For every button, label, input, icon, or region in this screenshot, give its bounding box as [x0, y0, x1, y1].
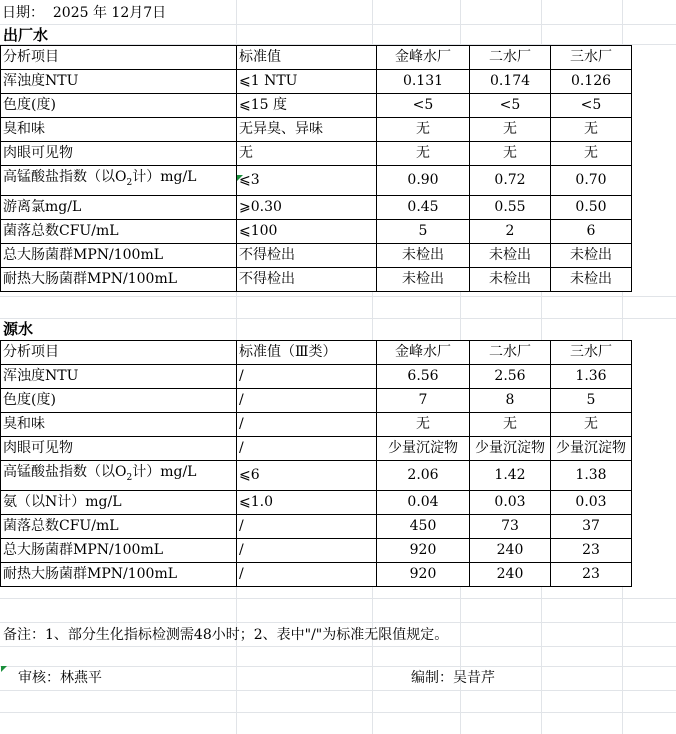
value-cell[interactable]: 240: [470, 562, 551, 586]
value-cell[interactable]: <5: [377, 94, 470, 118]
value-cell[interactable]: 0.131: [377, 70, 470, 94]
table-row: [1, 413, 632, 437]
value-cell[interactable]: <5: [551, 94, 632, 118]
standard-cell[interactable]: 无异臭、异味: [237, 118, 377, 142]
item-cell[interactable]: 臭和味: [1, 118, 237, 142]
value-cell[interactable]: 无: [470, 142, 551, 166]
table-row: [1, 389, 632, 413]
standard-cell[interactable]: ⩽100: [237, 219, 377, 243]
item-text: 高锰酸盐指数（以O: [3, 464, 127, 480]
item-cell[interactable]: 耐热大肠菌群MPN/100mL: [1, 562, 237, 586]
value-cell[interactable]: 无: [377, 142, 470, 166]
value-cell[interactable]: 未检出: [470, 267, 551, 291]
table-row: [1, 195, 632, 219]
value-cell[interactable]: 无: [377, 118, 470, 142]
item-subscript: 2: [126, 177, 133, 188]
value-cell[interactable]: 0.04: [377, 490, 470, 514]
table-header-row: [1, 341, 632, 365]
item-cell[interactable]: 肉眼可见物: [1, 437, 237, 461]
value-cell[interactable]: 23: [551, 538, 632, 562]
table-row: [1, 267, 632, 291]
standard-cell[interactable]: ⩽1.0: [237, 490, 377, 514]
table-row: [1, 490, 632, 514]
gridline: [0, 690, 676, 691]
standard-cell[interactable]: ⩾0.30: [237, 195, 377, 219]
value-cell[interactable]: 0.03: [470, 490, 551, 514]
column-header[interactable]: 二水厂: [470, 341, 551, 365]
gridline: [0, 712, 676, 713]
value-cell[interactable]: 2.06: [377, 461, 470, 491]
item-cell[interactable]: 游离氯mg/L: [1, 195, 237, 219]
column-header[interactable]: 分析项目: [1, 341, 237, 365]
table-row: [1, 142, 632, 166]
table-row: [1, 219, 632, 243]
value-cell[interactable]: 0.72: [470, 166, 551, 196]
value-cell[interactable]: 0.50: [551, 195, 632, 219]
table-row: [1, 365, 632, 389]
standard-cell[interactable]: 无: [237, 142, 377, 166]
value-cell[interactable]: 无: [551, 118, 632, 142]
gridline: [0, 598, 676, 599]
column-header[interactable]: 金峰水厂: [377, 341, 470, 365]
value-cell[interactable]: 37: [551, 514, 632, 538]
item-cell[interactable]: 色度(度): [1, 389, 237, 413]
finished-water-title: 出厂水: [3, 26, 49, 44]
standard-cell[interactable]: ⩽3: [237, 166, 377, 196]
value-cell[interactable]: 无: [470, 413, 551, 437]
gridline: [0, 24, 676, 25]
table-row: [1, 461, 632, 491]
standard-cell[interactable]: /: [237, 389, 377, 413]
standard-cell[interactable]: /: [237, 413, 377, 437]
value-cell[interactable]: 0.70: [551, 166, 632, 196]
item-cell[interactable]: 菌落总数CFU/mL: [1, 219, 237, 243]
cell-comment-marker: [1, 666, 7, 672]
item-text: 高锰酸盐指数（以O: [3, 169, 127, 185]
column-header[interactable]: 金峰水厂: [377, 46, 470, 70]
value-cell[interactable]: 8: [470, 389, 551, 413]
standard-cell[interactable]: ⩽15 度: [237, 94, 377, 118]
value-cell[interactable]: 无: [470, 118, 551, 142]
item-cell[interactable]: 色度(度): [1, 94, 237, 118]
item-cell[interactable]: 臭和味: [1, 413, 237, 437]
value-cell[interactable]: 73: [470, 514, 551, 538]
column-header[interactable]: 标准值: [237, 46, 377, 70]
gridline: [0, 318, 676, 319]
value-cell[interactable]: 少量沉淀物: [551, 437, 632, 461]
standard-cell[interactable]: 不得检出: [237, 243, 377, 267]
item-cell[interactable]: 氨（以N计）mg/L: [1, 490, 237, 514]
item-cell[interactable]: 浑浊度NTU: [1, 365, 237, 389]
column-header[interactable]: 三水厂: [551, 46, 632, 70]
value-cell[interactable]: 0.55: [470, 195, 551, 219]
standard-cell[interactable]: /: [237, 514, 377, 538]
gridline: [0, 296, 676, 297]
value-cell[interactable]: 5: [551, 389, 632, 413]
column-header[interactable]: 三水厂: [551, 341, 632, 365]
item-cell[interactable]: 总大肠菌群MPN/100mL: [1, 243, 237, 267]
remark-note: 备注：1、部分生化指标检测需48小时；2、表中"/"为标准无限值规定。: [3, 627, 449, 643]
table-row: [1, 243, 632, 267]
standard-cell[interactable]: 不得检出: [237, 267, 377, 291]
item-cell[interactable]: 耐热大肠菌群MPN/100mL: [1, 267, 237, 291]
table-row: [1, 514, 632, 538]
standard-cell[interactable]: ⩽1 NTU: [237, 70, 377, 94]
editor-signature: 编制：吴昔芹: [411, 670, 495, 686]
item-cell[interactable]: 菌落总数CFU/mL: [1, 514, 237, 538]
item-cell[interactable]: [1, 166, 237, 196]
item-text: 计）mg/L: [132, 169, 197, 185]
finished-water-table: [0, 45, 632, 292]
cell-comment-marker: [237, 175, 243, 181]
value-cell[interactable]: 6.56: [377, 365, 470, 389]
standard-cell[interactable]: /: [237, 538, 377, 562]
item-cell[interactable]: 肉眼可见物: [1, 142, 237, 166]
column-header[interactable]: 分析项目: [1, 46, 237, 70]
table-row: [1, 166, 632, 196]
table-row: [1, 437, 632, 461]
value-cell[interactable]: 1.38: [551, 461, 632, 491]
value-cell[interactable]: 2.56: [470, 365, 551, 389]
value-cell[interactable]: 无: [377, 413, 470, 437]
value-cell[interactable]: 5: [377, 219, 470, 243]
item-cell[interactable]: [1, 461, 237, 491]
value-cell[interactable]: 未检出: [551, 267, 632, 291]
standard-cell[interactable]: /: [237, 365, 377, 389]
table-row: [1, 562, 632, 586]
table-header-row: [1, 46, 632, 70]
table-row: [1, 118, 632, 142]
report-date: 日期： 2025 年 12月7日: [2, 5, 167, 21]
value-cell[interactable]: 7: [377, 389, 470, 413]
source-water-table: [0, 340, 632, 587]
value-cell[interactable]: 6: [551, 219, 632, 243]
value-cell[interactable]: 无: [551, 413, 632, 437]
value-cell[interactable]: 0.03: [551, 490, 632, 514]
value-cell[interactable]: 无: [551, 142, 632, 166]
value-cell[interactable]: 450: [377, 514, 470, 538]
item-subscript: 2: [126, 472, 133, 483]
value-cell[interactable]: 23: [551, 562, 632, 586]
source-water-title: 源水: [3, 320, 34, 338]
value-cell[interactable]: 920: [377, 562, 470, 586]
reviewer-signature: 审核：林燕平: [18, 670, 102, 686]
value-cell[interactable]: 1.42: [470, 461, 551, 491]
gridline: [0, 622, 676, 623]
value-cell[interactable]: 0.126: [551, 70, 632, 94]
value-cell[interactable]: 0.174: [470, 70, 551, 94]
column-header[interactable]: 标准值（Ⅲ类）: [237, 341, 377, 365]
table-row: [1, 70, 632, 94]
value-cell[interactable]: 240: [470, 538, 551, 562]
item-cell[interactable]: 总大肠菌群MPN/100mL: [1, 538, 237, 562]
value-cell[interactable]: 0.90: [377, 166, 470, 196]
value-cell[interactable]: 未检出: [377, 267, 470, 291]
standard-cell[interactable]: /: [237, 562, 377, 586]
value-cell[interactable]: 未检出: [470, 243, 551, 267]
value-cell[interactable]: 920: [377, 538, 470, 562]
standard-cell[interactable]: /: [237, 437, 377, 461]
item-cell[interactable]: 浑浊度NTU: [1, 70, 237, 94]
value-cell[interactable]: 少量沉淀物: [470, 437, 551, 461]
value-cell[interactable]: 未检出: [377, 243, 470, 267]
table-row: [1, 538, 632, 562]
value-cell[interactable]: 0.45: [377, 195, 470, 219]
value-cell[interactable]: 未检出: [551, 243, 632, 267]
gridline: [0, 646, 676, 647]
value-cell[interactable]: <5: [470, 94, 551, 118]
table-row: [1, 94, 632, 118]
value-cell[interactable]: 1.36: [551, 365, 632, 389]
value-cell[interactable]: 少量沉淀物: [377, 437, 470, 461]
item-text: 计）mg/L: [132, 464, 197, 480]
column-header[interactable]: 二水厂: [470, 46, 551, 70]
standard-cell[interactable]: ⩽6: [237, 461, 377, 491]
value-cell[interactable]: 2: [470, 219, 551, 243]
